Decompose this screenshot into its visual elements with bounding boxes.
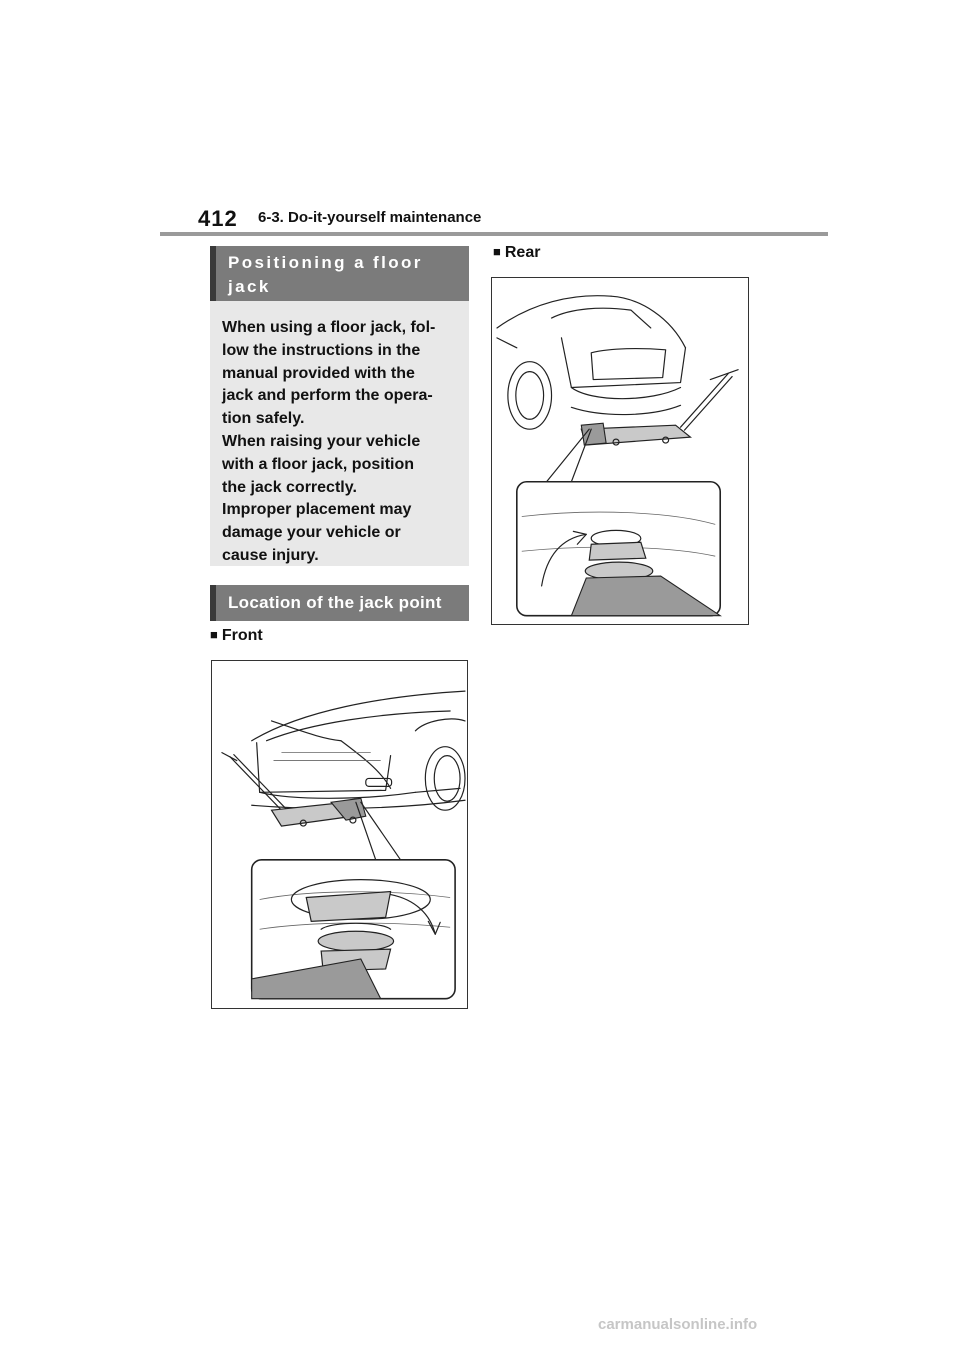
front-label: Front [221, 627, 263, 644]
bullet-square-icon: ■ [210, 627, 218, 642]
page-number: 412 [198, 206, 238, 231]
positioning-info-box [210, 301, 469, 566]
front-jack-drawing [212, 661, 467, 1008]
rear-jack-illustration [491, 277, 749, 625]
bullet-square-icon: ■ [493, 244, 501, 259]
rear-jack-drawing [492, 278, 748, 624]
section-title: 6-3. Do-it-yourself maintenance [258, 209, 482, 226]
positioning-title: Positioning a floor jack [210, 246, 469, 301]
location-title: Location of the jack point [210, 585, 469, 621]
front-subheading [210, 627, 263, 645]
positioning-instructions: When using a floor jack, fol- low the instructions in the manual provided with the jack and perform the opera- tion safely. When raising your vehicle with a floor jack, position the jack correctly. Improper placement may damage your vehicle or cause injury. [222, 319, 436, 564]
front-jack-illustration [211, 660, 468, 1009]
rear-subheading [493, 244, 540, 262]
header-rule [160, 232, 828, 236]
rear-label: Rear [504, 244, 541, 261]
site-watermark: carmanualsonline.info [598, 1316, 758, 1333]
